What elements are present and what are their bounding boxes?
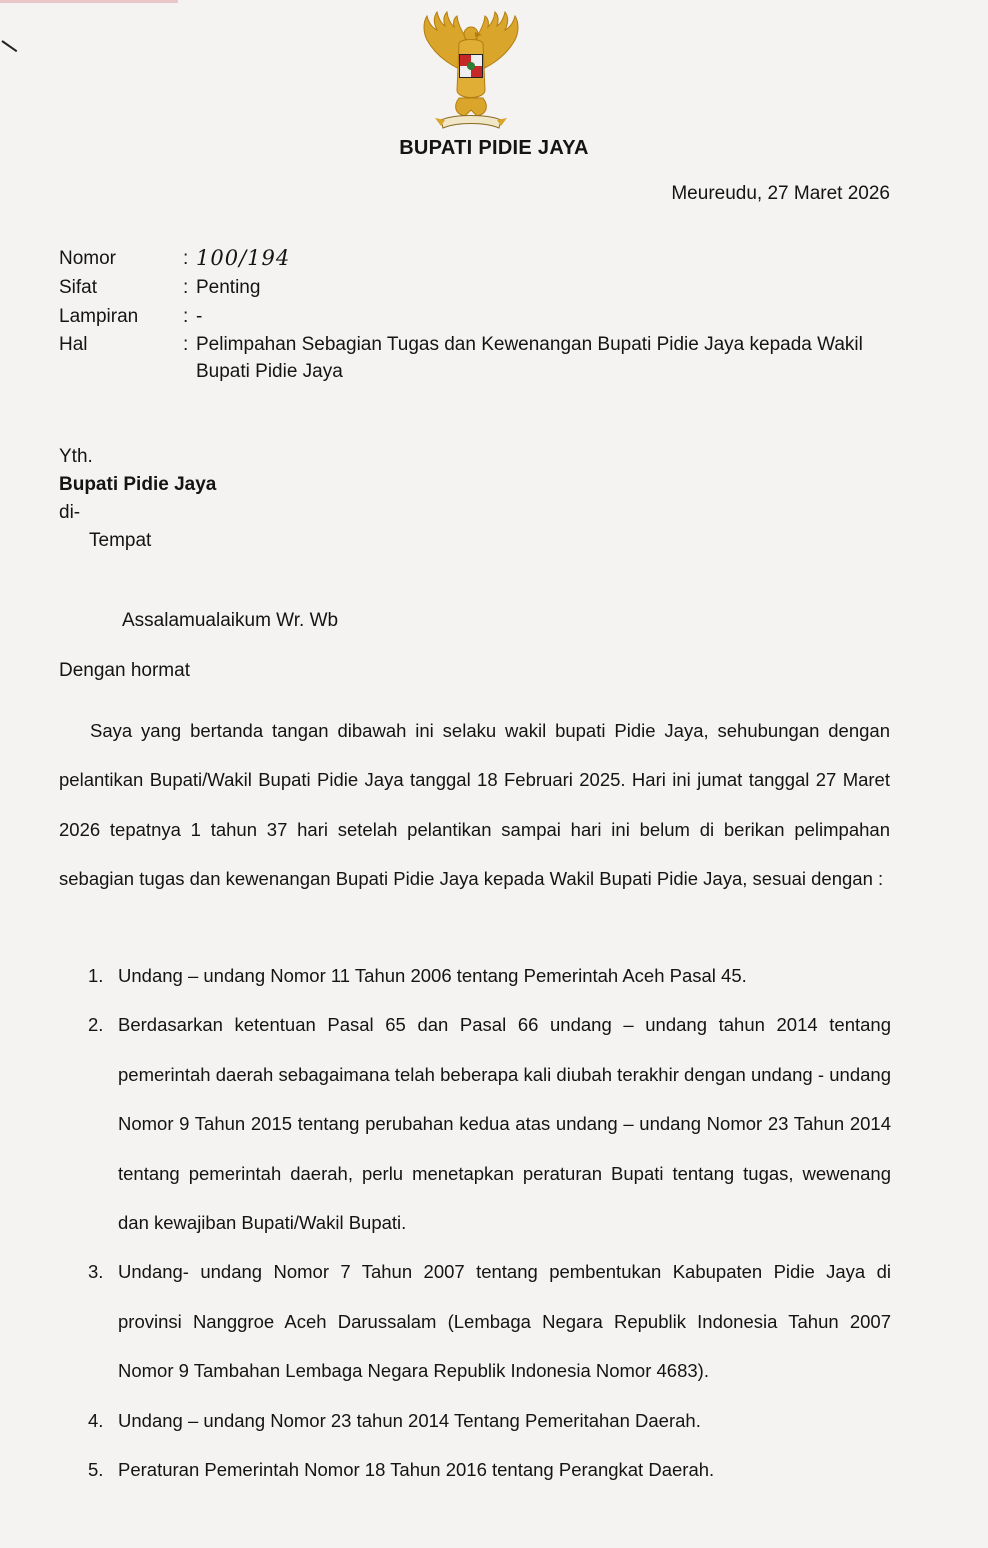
meta-colon: : [183,248,189,269]
meta-row-lampiran [59,302,899,331]
list-item-text: Berdasarkan ketentuan Pasal 65 dan Pasal 66 undang – undang tahun 2014 tentang pemerintah daerah sebagaimana telah beberapa kali diubah terakhir dengan undang - undang Nomor 9 Tahun 2015 tentang perubahan kedua atas undang – undang Nomor 23 Tahun 2014 tentang pemerintah daerah, perlu menetapkan peraturan Bupati tentang tugas, wewenang dan kewajiban Bupati/Wakil Bupati. [118,1014,891,1234]
address-di: di- [59,502,81,523]
meta-colon: : [183,277,189,298]
letter-header: BUPATI PIDIE JAYA [399,137,589,159]
garuda-emblem-icon [415,10,527,138]
list-item-number: 5. [88,1459,104,1481]
meta-row-sifat [59,273,899,302]
meta-row-hal [59,331,899,391]
meta-value-hal: Pelimpahan Sebagian Tugas dan Kewenangan Bupati Pidie Jaya kepada Wakil Bupati Pidie Jaya [196,334,863,382]
meta-label: Lampiran [59,306,139,327]
address-place: Tempat [89,530,152,551]
list-item-text: Undang – undang Nomor 23 tahun 2014 Tentang Pemeritahan Daerah. [118,1409,701,1431]
letter-metadata [59,244,899,391]
list-item-text: Undang – undang Nomor 11 Tahun 2006 tentang Pemerintah Aceh Pasal 45. [118,965,747,986]
meta-value-nomor: 100/194 [196,246,291,270]
list-item [88,1396,891,1445]
list-item-number: 3. [88,1261,104,1283]
scan-mark [1,40,17,52]
letter-date: Meureudu, 27 Maret 2026 [671,183,890,204]
list-item [88,1247,891,1395]
list-item-number: 1. [88,965,104,986]
meta-value-lampiran: - [196,306,203,327]
address-recipient: Bupati Pidie Jaya [59,474,217,495]
body-paragraph: Saya yang bertanda tangan dibawah ini selaku wakil bupati Pidie Jaya, sehubungan dengan pelantikan Bupati/Wakil Bupati Pidie Jaya tanggal 18 Februari 2025. Hari ini jumat tanggal 27 Maret 2026 tepatnya 1 tahun 37 hari setelah pelantikan sampai hari ini belum di berikan pelimpahan sebagian tugas dan kewenangan Bupati Pidie Jaya kepada Wakil Bupati Pidie Jaya, sesuai dengan : [59,720,890,890]
meta-label: Hal [59,334,88,355]
list-item [88,1445,891,1494]
meta-row-nomor [59,244,899,273]
list-item [88,1000,891,1247]
opening-line: Dengan hormat [59,660,190,681]
scan-artifact [0,0,988,3]
list-item-text: Peraturan Pemerintah Nomor 18 Tahun 2016 tentang Perangkat Daerah. [118,1459,715,1481]
meta-colon: : [183,334,189,355]
list-item-number: 4. [88,1409,104,1431]
list-item-number: 2. [88,1014,104,1036]
meta-label: Nomor [59,248,117,269]
meta-value-sifat: Penting [196,277,261,298]
salutation: Assalamualaikum Wr. Wb [122,610,339,631]
meta-colon: : [183,306,189,327]
recipient-address [59,443,216,555]
list-item-text: Undang- undang Nomor 7 Tahun 2007 tentang pembentukan Kabupaten Pidie Jaya di provinsi Nanggroe Aceh Darussalam (Lembaga Negara Republik Indonesia Tahun 2007 Nomor 9 Tambahan Lembaga Negara Republik Indonesia Nomor 4683). [118,1261,891,1382]
meta-label: Sifat [59,277,98,298]
list-item [88,951,891,1000]
legal-basis-list [88,951,891,1494]
address-greeting: Yth. [59,446,93,467]
